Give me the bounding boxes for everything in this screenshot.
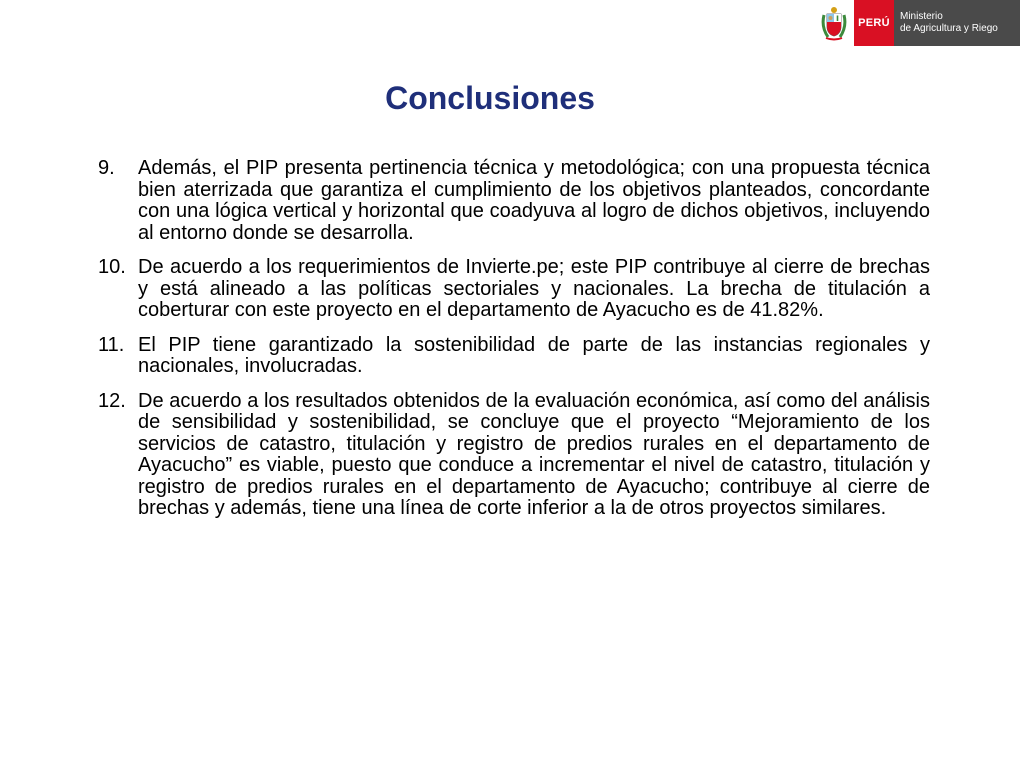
conclusions-list [98, 158, 930, 533]
list-item [98, 257, 930, 322]
slide-title: Conclusiones [385, 80, 595, 116]
peru-coat-of-arms-icon [814, 0, 854, 46]
item-number: 12. [98, 389, 126, 412]
item-text: El PIP tiene garantizado la sostenibilidad de parte de las instancias regionales y nacionales, involucradas. [138, 333, 930, 377]
item-text: De acuerdo a los resultados obtenidos de la evaluación económica, así como del análisis de sensibilidad y sostenibilidad, se concluye que el proyecto “Mejoramiento de los servicios de catastro, titulación y registro de predios rurales en el departamento de Ayacucho” es viable, puesto que conduce a incrementar el nivel de catastro, titulación y registro de predios rurales en el departamento de Ayacucho; contribuye al cierre de brechas y además, tiene una línea de corte inferior a la de otros proyectos similares. [138, 389, 930, 519]
ministry-logo [814, 0, 1020, 46]
item-text: Además, el PIP presenta pertinencia técnica y metodológica; con una propuesta técnica bien aterrizada que garantiza el cumplimiento de los objetivos planteados, concordante con una lógica vertical y horizontal que coadyuva al logro de dichos objetivos, incluyendo al entorno donde se desarrolla. [138, 157, 930, 244]
ministry-line-1: Ministerio [900, 11, 943, 22]
item-number: 11. [98, 333, 125, 356]
list-item [98, 158, 930, 244]
list-item [98, 335, 930, 378]
item-number: 9. [98, 157, 115, 179]
item-text: De acuerdo a los requerimientos de Invierte.pe; este PIP contribuye al cierre de brechas y está alineado a las políticas sectoriales y nacionales. La brecha de titulación a coberturar con este proyecto en el departamento de Ayacucho es de 41.82%. [138, 256, 930, 321]
item-number: 10. [98, 256, 126, 278]
list-item [98, 391, 930, 520]
peru-label: PERÚ [854, 0, 894, 46]
ministry-name [894, 0, 1020, 46]
ministry-line-2: de Agricultura y Riego [900, 23, 998, 34]
